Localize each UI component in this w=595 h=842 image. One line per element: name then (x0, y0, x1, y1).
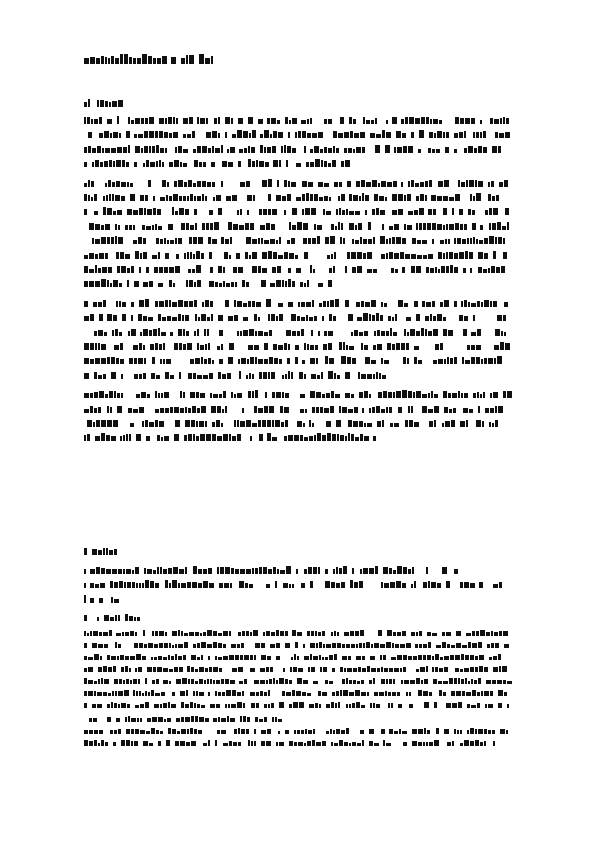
paragraph-line (84, 236, 512, 245)
paragraph-line (84, 580, 512, 589)
paragraph-line (84, 313, 512, 322)
section-heading (84, 98, 144, 110)
paragraph-line (84, 405, 512, 414)
fine-print-line (84, 654, 512, 661)
paragraph-line (84, 299, 512, 308)
paragraph-line (84, 222, 512, 231)
fine-print-line (84, 702, 512, 709)
subsection-heading (84, 614, 164, 624)
fine-print-line (84, 666, 512, 673)
paragraph-line (84, 328, 512, 337)
paragraph-line (84, 566, 464, 575)
section-heading (84, 546, 144, 558)
fine-print-line (84, 630, 512, 637)
fine-print-line (84, 716, 284, 723)
paragraph-line (84, 595, 124, 604)
paragraph-line (84, 265, 512, 274)
paragraph-line (84, 433, 379, 442)
fine-print-line (84, 740, 512, 747)
paragraph-line (84, 390, 512, 399)
paragraph-line (84, 419, 512, 428)
fine-print-line (84, 690, 512, 697)
paragraph-line (84, 251, 512, 260)
paragraph-line (84, 207, 512, 216)
fine-print-line (84, 678, 512, 685)
fine-print-line (84, 728, 512, 735)
paragraph-line (84, 145, 512, 154)
fine-print-line (84, 642, 512, 649)
paragraph-line (84, 159, 354, 168)
paragraph-line (84, 193, 512, 202)
paragraph-line (84, 130, 512, 139)
paragraph-line (84, 371, 388, 380)
paragraph-line (84, 342, 512, 351)
paragraph-line (84, 356, 512, 365)
document-title (84, 53, 244, 67)
paragraph-line (84, 116, 512, 125)
paragraph-line (84, 179, 512, 188)
paragraph-line (84, 279, 337, 288)
